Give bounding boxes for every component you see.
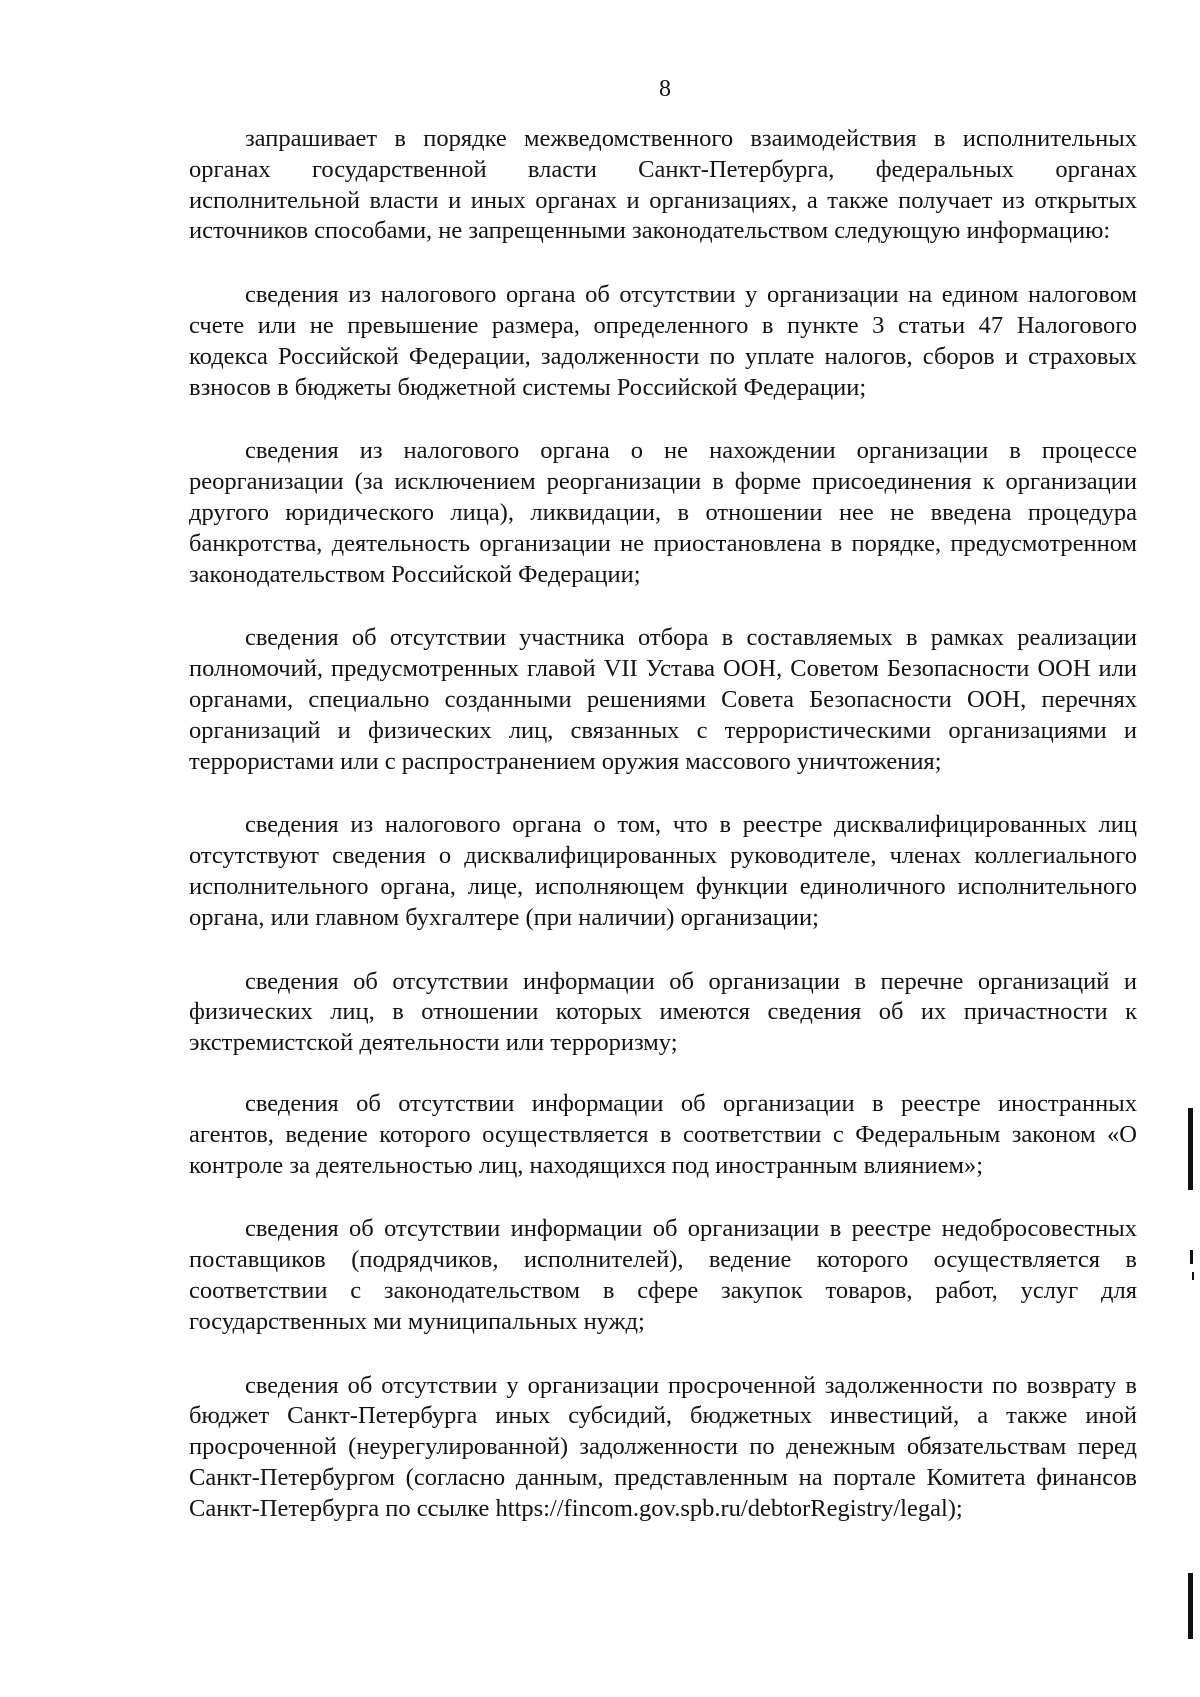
paragraph-unscrupulous-suppliers: сведения об отсутствии информации об организации в реестре недобросовестных поставщиков (подрядчиков, исполнителей), ведение которого осуществляется в соответствии с законодательством в сфере закупок товаров, работ, услуг для государственных ми муниципальных нужд;	[189, 1215, 1137, 1335]
scan-edge-mark	[1188, 1108, 1193, 1190]
paragraph-tax-debt: сведения из налогового органа об отсутствии у организации на едином налоговом счете или не превышение размера, определенного в пункте 3 статьи 47 Налогового кодекса Российской Федерации, задолженности по уплате налогов, сборов и страховых взносов в бюджеты бюджетной системы Российской Федерации;	[189, 281, 1137, 401]
document-body	[189, 124, 1137, 1557]
paragraph-extremism: сведения об отсутствии информации об организации в перечне организаций и физических лиц, в отношении которых имеются сведения об их причастности к экстремистской деятельности или терроризму;	[189, 967, 1137, 1057]
scan-edge-mark	[1192, 1272, 1194, 1280]
paragraph-disqualified-persons: сведения из налогового органа о том, что в реестре дисквалифицированных лиц отсутствуют сведения о дисквалифицированных руководителе, членах коллегиального исполнительного органа, лице, исполняющем функции единоличного исполнительного органа, или главном бухгалтере (при наличии) организации;	[189, 811, 1137, 931]
paragraph-un-sanctions: сведения об отсутствии участника отбора в составляемых в рамках реализации полномочий, предусмотренных главой VII Устава ООН, Советом Безопасности ООН или органами, специально созданными решениями Совета Безопасности ООН, перечнях организаций и физических лиц, связанных с террористическими организациями и террористами или с распространением оружия массового уничтожения;	[189, 624, 1137, 775]
paragraph-reorganization: сведения из налогового органа о не нахождении организации в процессе реорганизации (за исключением реорганизации в форме присоединения к организации другого юридического лица), ликвидации, в отношении нее не введена процедура банкротства, деятельность организации не приостановлена в порядке, предусмотренном законодательством Российской Федерации;	[189, 437, 1137, 588]
paragraph-overdue-debt: сведения об отсутствии у организации просроченной задолженности по возврату в бюджет Санкт-Петербурга иных субсидий, бюджетных инвестиций, а также иной просроченной (неурегулированной) задолженности по денежным обязательствам перед Санкт-Петербургом (согласно данным, представленным на портале Комитета финансов Санкт-Петербурга по ссылке https://fincom.gov.spb.ru/debtorRegistry/legal);	[189, 1371, 1137, 1522]
paragraph-foreign-agents: сведения об отсутствии информации об организации в реестре иностранных агентов, ведение которого осуществляется в соответствии с Федеральным законом «О контроле за деятельностью лиц, находящихся под иностранным влиянием»;	[189, 1089, 1137, 1179]
scan-edge-mark	[1188, 1573, 1193, 1639]
scan-edge-mark	[1190, 1250, 1193, 1264]
paragraph-intro: запрашивает в порядке межведомственного взаимодействия в исполнительных органах государственной власти Санкт-Петербурга, федеральных органах исполнительной власти и иных органах и организациях, а также получает из открытых источников способами, не запрещенными законодательством следующую информацию:	[189, 125, 1137, 245]
page-number: 8	[659, 76, 671, 102]
